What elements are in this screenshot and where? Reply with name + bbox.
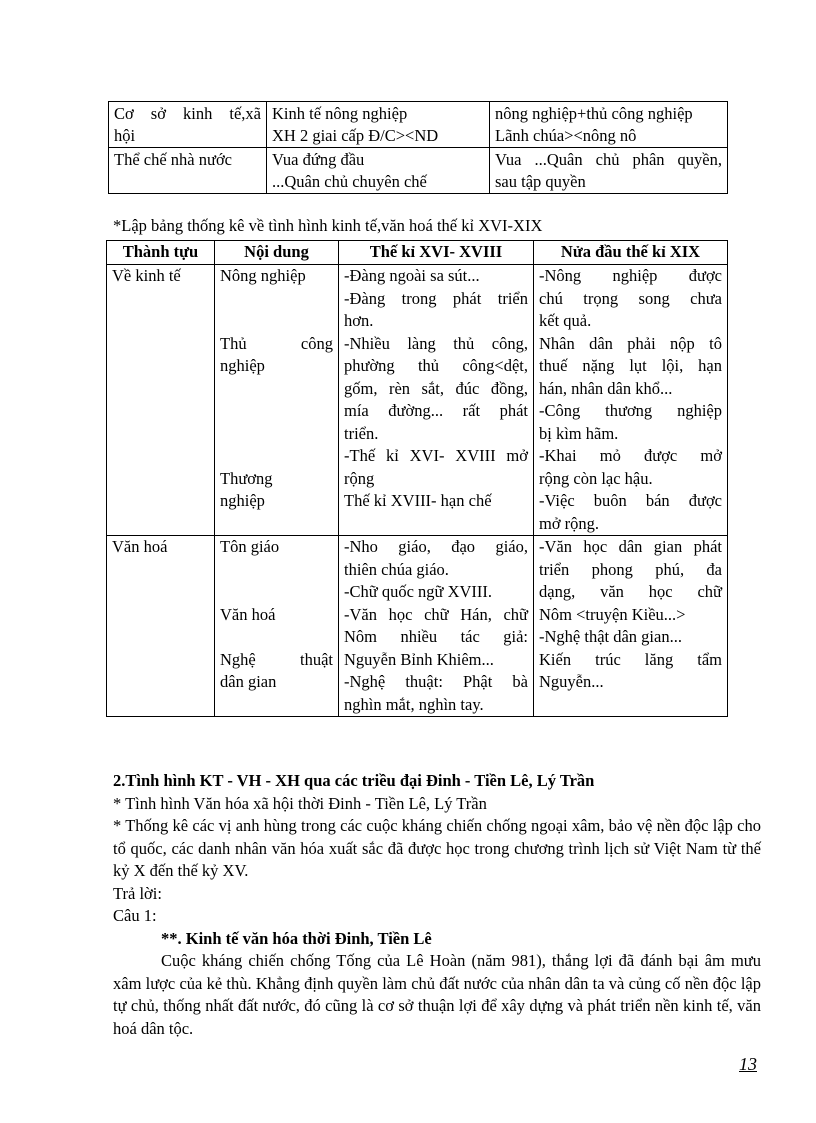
cell-line: mở rộng. bbox=[539, 513, 600, 533]
table-cell bbox=[267, 148, 490, 194]
cell-line: Vua đứng đầu bbox=[272, 150, 365, 169]
cell-line: -Văn học chữ Hán, chữ bbox=[344, 604, 528, 624]
cell-word: công bbox=[300, 333, 333, 353]
cell-line: Cơ sở kinh tế,xã bbox=[114, 104, 261, 123]
cell-line: chú trọng song chưa bbox=[539, 288, 722, 308]
table-title: *Lập bảng thống kê về tình hình kinh tế,văn hoá thế kỉ XVI-XIX bbox=[113, 216, 543, 235]
cell-line: -Đàng trong phát triển bbox=[344, 288, 528, 308]
century-19-cell bbox=[534, 536, 728, 717]
spacer bbox=[220, 626, 333, 649]
cell-line: rộng bbox=[344, 468, 375, 488]
cell-line bbox=[220, 649, 333, 672]
page-number: 13 bbox=[739, 1054, 757, 1074]
spacer bbox=[220, 559, 333, 582]
cell-line: nông nghiệp+thủ công nghiệp bbox=[495, 104, 693, 123]
cell-line: Văn hoá bbox=[220, 604, 276, 624]
column-header: Nửa đầu thế kỉ XIX bbox=[534, 241, 728, 265]
cell-line: hội bbox=[114, 126, 136, 145]
content-cell bbox=[215, 265, 339, 536]
cell-line: nghìn mắt, nghìn tay. bbox=[344, 694, 484, 714]
column-header: Thành tựu bbox=[107, 241, 215, 265]
bullet-text: * Tình hình Văn hóa xã hội thời Đinh - Tiền Lê, Lý Trần bbox=[113, 793, 487, 813]
table-cell bbox=[490, 148, 728, 194]
comparison-table bbox=[108, 101, 728, 194]
spacer bbox=[220, 423, 333, 446]
cell-line: thuế nặng lụt lội, hạn bbox=[539, 356, 722, 375]
table-row bbox=[107, 265, 728, 536]
cell-line: -Đàng ngoài sa sút... bbox=[344, 266, 480, 285]
cell-line: Nguyễn Bỉnh Khiêm... bbox=[344, 649, 494, 669]
century-16-18-cell bbox=[339, 265, 534, 536]
cell-line: triển phong phú, đa bbox=[539, 559, 722, 579]
table-row bbox=[109, 148, 728, 194]
column-header: Thế kỉ XVI- XVIII bbox=[339, 241, 534, 265]
paragraph: Cuộc kháng chiến chống Tống của Lê Hoàn (năm 981), thắng lợi đã đánh bại âm mưu xâm lược của kẻ thù. Khẳng định quyền làm chủ đất nước của nhân dân ta và củng cố nền độc lập tự chủ, thống nhất đất nước, đó cũng là cơ sở thuận lợi để xây dựng và phát triển nền kinh tế, văn hoá dân tộc. bbox=[113, 951, 761, 1038]
cell-line: -Văn học dân gian phát bbox=[539, 537, 722, 556]
subheading: **. Kinh tế văn hóa thời Đinh, Tiền Lê bbox=[161, 928, 432, 948]
table-row bbox=[109, 102, 728, 148]
cell-word: thuật bbox=[300, 649, 333, 669]
cell-line: Kiến trúc lăng tẩm bbox=[539, 649, 722, 669]
spacer bbox=[220, 581, 333, 604]
cell-line: -Nông nghiệp được bbox=[539, 266, 722, 285]
cell-line: Kinh tế nông nghiệp bbox=[272, 104, 408, 123]
cell-line: nghiệp bbox=[220, 356, 265, 375]
cell-line: ...Quân chủ chuyên chế bbox=[272, 172, 427, 191]
cell-line: -Khai mỏ được mở bbox=[539, 446, 722, 465]
cell-line: sau tập quyền bbox=[495, 172, 586, 191]
cell-line: bị kìm hãm. bbox=[539, 423, 619, 443]
section-body bbox=[113, 770, 761, 1040]
cell-line: -Chữ quốc ngữ XVIII. bbox=[344, 582, 493, 601]
table-row bbox=[107, 536, 728, 717]
cell-line: Nhân dân phải nộp tô bbox=[539, 333, 722, 353]
cell-line: Thương bbox=[220, 468, 273, 488]
cell-word: Thủ bbox=[220, 333, 247, 353]
cell-line: Tôn giáo bbox=[220, 537, 280, 556]
cell-line: Nôm <truyện Kiều...> bbox=[539, 604, 686, 624]
century-19-cell bbox=[534, 265, 728, 536]
cell-line: Về kinh tế bbox=[112, 266, 181, 285]
spacer bbox=[220, 378, 333, 401]
cell-line: -Thế kỉ XVI- XVIII mở bbox=[344, 446, 528, 465]
cell-line: hán, nhân dân khổ... bbox=[539, 378, 673, 398]
content-cell bbox=[215, 536, 339, 717]
table-cell bbox=[267, 102, 490, 148]
cell-line bbox=[220, 333, 333, 356]
spacer bbox=[220, 310, 333, 333]
cell-line: hơn. bbox=[344, 311, 374, 330]
section-heading: 2.Tình hình KT - VH - XH qua các triều đại Đinh - Tiền Lê, Lý Trần bbox=[113, 771, 595, 790]
cell-word: Nghệ bbox=[220, 649, 256, 669]
cell-line: mía đường... rất phát bbox=[344, 401, 528, 420]
statistics-table bbox=[106, 240, 728, 717]
cell-line: Nguyễn... bbox=[539, 672, 604, 691]
cell-line: triển. bbox=[344, 423, 379, 443]
cell-line: -Nghệ thuật: Phật bà bbox=[344, 672, 528, 691]
cell-line: Vua ...Quân chủ phân quyền, bbox=[495, 150, 722, 169]
column-header: Nội dung bbox=[215, 241, 339, 265]
cell-line: -Nhiều làng thủ công, bbox=[344, 333, 528, 353]
cell-line: dạng, văn học chữ bbox=[539, 582, 722, 601]
cell-line: XH 2 giai cấp Đ/C><ND bbox=[272, 126, 439, 145]
table-cell bbox=[490, 102, 728, 148]
cell-line: Văn hoá bbox=[112, 537, 168, 556]
cell-line: Lãnh chúa><nông nô bbox=[495, 126, 637, 145]
century-16-18-cell bbox=[339, 536, 534, 717]
cell-line: -Công thương nghiệp bbox=[539, 401, 722, 420]
cell-line: -Nghệ thật dân gian... bbox=[539, 627, 682, 646]
cell-line: dân gian bbox=[220, 672, 277, 691]
category-cell bbox=[107, 536, 215, 717]
spacer bbox=[220, 400, 333, 423]
spacer bbox=[220, 445, 333, 468]
cell-line: rộng còn lạc hậu. bbox=[539, 468, 653, 488]
cell-line: -Việc buôn bán được bbox=[539, 491, 722, 510]
cell-line: Thế kỉ XVIII- hạn chế bbox=[344, 491, 492, 510]
cell-line: phường thủ công<dệt, bbox=[344, 356, 528, 375]
question-label: Câu 1: bbox=[113, 906, 157, 925]
cell-line: nghiệp bbox=[220, 491, 265, 510]
cell-line: Thể chế nhà nước bbox=[114, 150, 232, 169]
cell-line: -Nho giáo, đạo giáo, bbox=[344, 537, 528, 556]
cell-line: thiên chúa giáo. bbox=[344, 559, 449, 579]
table-header-row bbox=[107, 241, 728, 265]
cell-line: kết quả. bbox=[539, 311, 592, 330]
bullet-text: * Thống kê các vị anh hùng trong các cuộc kháng chiến chống ngoại xâm, bảo vệ nền độc lập cho tổ quốc, các danh nhân văn hóa xuất sắc đã được học trong chương trình lịch sử Việt Nam từ thế kỷ X đến thế kỷ XV. bbox=[113, 816, 761, 880]
table-cell bbox=[109, 102, 267, 148]
spacer bbox=[220, 288, 333, 311]
cell-line: Nôm nhiều tác giả: bbox=[344, 627, 528, 646]
cell-line: gốm, rèn sắt, đúc đồng, bbox=[344, 378, 528, 398]
table-cell bbox=[109, 148, 267, 194]
category-cell bbox=[107, 265, 215, 536]
cell-line: Nông nghiệp bbox=[220, 266, 306, 285]
answer-label: Trả lời: bbox=[113, 883, 162, 903]
